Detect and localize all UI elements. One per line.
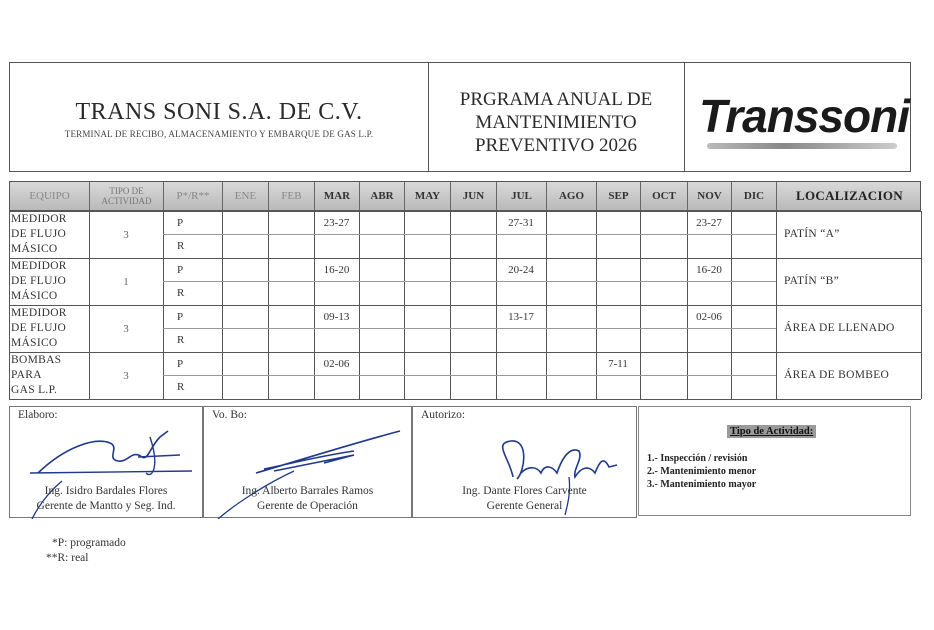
equipment-name-line: DE FLUJO — [11, 228, 67, 240]
title-line-2: MANTENIMIENTO — [475, 112, 637, 133]
scheduled-date: 7-11 — [608, 358, 628, 370]
equipment-name-line: MEDIDOR — [11, 307, 67, 319]
document-header — [9, 62, 911, 172]
col-header-month: JUL — [497, 182, 547, 210]
footnote-programado: *P: programado — [52, 537, 126, 549]
grid-line — [9, 399, 921, 400]
activity-type-value: 3 — [123, 370, 129, 382]
equipment-name-line: GAS L.P. — [11, 384, 58, 396]
program-title — [428, 63, 685, 171]
equipment-name — [9, 353, 89, 400]
location-value: ÁREA DE BOMBEO — [784, 369, 890, 381]
signer-role: Gerente General — [486, 500, 563, 512]
grid-line — [163, 281, 776, 282]
scheduled-date: 23-27 — [696, 217, 722, 229]
programmed-label: P — [177, 217, 184, 229]
title-line-3: PREVENTIVO 2026 — [474, 135, 638, 156]
signature-label: Elaboro: — [18, 409, 58, 421]
maintenance-schedule-table — [9, 181, 921, 401]
scheduled-date: 09-13 — [323, 311, 350, 323]
grid-line — [9, 352, 921, 353]
table-header-row — [9, 181, 921, 211]
programmed-label: P — [177, 311, 184, 323]
activity-type-item: 3.- Mantenimiento mayor — [647, 479, 757, 490]
scheduled-date: 23-27 — [323, 217, 350, 229]
activity-type-value: 1 — [123, 276, 129, 288]
equipment-name-line: BOMBAS — [11, 354, 62, 366]
scheduled-date: 20-24 — [508, 264, 534, 276]
scheduled-date: 27-31 — [508, 217, 534, 229]
grid-line — [9, 211, 921, 212]
company-subtitle: TERMINAL DE RECIBO, ALMACENAMIENTO Y EMBARQUE DE GAS L.P. — [64, 129, 374, 139]
col-header-tipo: TIPO DE ACTIVIDAD — [90, 182, 164, 210]
col-header-month: DIC — [732, 182, 777, 210]
signer-name: Ing. Isidro Bardales Flores — [44, 485, 168, 497]
col-header-pr: P*/R** — [164, 182, 223, 210]
scheduled-date: 02-06 — [323, 358, 350, 370]
footnotes — [46, 536, 126, 566]
equipment-name-line: MEDIDOR — [11, 213, 67, 225]
col-header-month: NOV — [688, 182, 732, 210]
signer-role: Gerente de Mantto y Seg. Ind. — [36, 500, 176, 512]
company-name: TRANS SONI S.A. DE C.V. — [75, 99, 363, 125]
location-value: ÁREA DE LLENADO — [784, 322, 895, 334]
equipment-name — [9, 259, 89, 306]
real-label: R — [177, 381, 185, 393]
real-label: R — [177, 287, 185, 299]
company-logo — [685, 63, 910, 171]
equipment-name-line: DE FLUJO — [11, 322, 67, 334]
col-header-equipo: EQUIPO — [10, 182, 90, 210]
col-header-month: AGO — [547, 182, 597, 210]
location-value: PATÍN “A” — [784, 228, 840, 240]
scheduled-date: 13-17 — [508, 311, 534, 323]
grid-line — [921, 211, 922, 399]
scheduled-date: 16-20 — [323, 264, 350, 276]
activity-legend-title: Tipo de Actividad: — [727, 425, 816, 438]
col-header-month: OCT — [641, 182, 688, 210]
signature-elaboro — [9, 406, 203, 518]
col-header-month: JUN — [451, 182, 497, 210]
company-block — [10, 63, 429, 171]
col-header-month: MAY — [405, 182, 451, 210]
equipment-name-line: MÁSICO — [11, 337, 58, 349]
col-header-month: SEP — [597, 182, 641, 210]
activity-type-value: 3 — [123, 229, 129, 241]
title-line-1: PRGRAMA ANUAL DE — [459, 89, 653, 110]
signer-name: Ing. Dante Flores Carvente — [462, 485, 587, 497]
signer-name: Ing. Alberto Barrales Ramos — [241, 485, 374, 497]
signature-vo-bo — [203, 406, 412, 518]
real-label: R — [177, 240, 185, 252]
equipment-name-line: DE FLUJO — [11, 275, 67, 287]
activity-type-legend — [638, 406, 911, 516]
grid-line — [9, 305, 921, 306]
col-header-localizacion: LOCALIZACION — [796, 188, 903, 203]
real-label: R — [177, 334, 185, 346]
grid-line — [163, 375, 776, 376]
signer-role: Gerente de Operación — [257, 500, 358, 512]
scheduled-date: 02-06 — [696, 311, 722, 323]
col-header-month: ABR — [360, 182, 405, 210]
footnote-real: **R: real — [46, 552, 89, 564]
equipment-name-line: MÁSICO — [11, 243, 58, 255]
programmed-label: P — [177, 264, 184, 276]
equipment-name-line: MEDIDOR — [11, 260, 67, 272]
col-header-month: MAR — [315, 182, 360, 210]
activity-type-item: 2.- Mantenimiento menor — [647, 466, 757, 477]
location-value: PATÍN “B” — [784, 275, 839, 287]
logo-swoosh — [707, 143, 897, 149]
equipment-name — [9, 306, 89, 353]
programmed-label: P — [177, 358, 184, 370]
equipment-name-line: MÁSICO — [11, 290, 58, 302]
equipment-name — [9, 212, 89, 259]
signature-label: Vo. Bo: — [212, 409, 247, 421]
grid-line — [9, 258, 921, 259]
scheduled-date: 16-20 — [696, 264, 722, 276]
logo-text: Transsoni — [699, 90, 909, 142]
signature-autorizo — [412, 406, 637, 518]
col-header-month: ENE — [223, 182, 269, 210]
signature-label: Autorizo: — [421, 409, 466, 421]
grid-line — [163, 234, 776, 235]
grid-line — [163, 328, 776, 329]
col-header-month: FEB — [269, 182, 315, 210]
equipment-name-line: PARA — [11, 369, 42, 381]
activity-type-item: 1.- Inspección / revisión — [647, 453, 748, 464]
activity-type-value: 3 — [123, 323, 129, 335]
